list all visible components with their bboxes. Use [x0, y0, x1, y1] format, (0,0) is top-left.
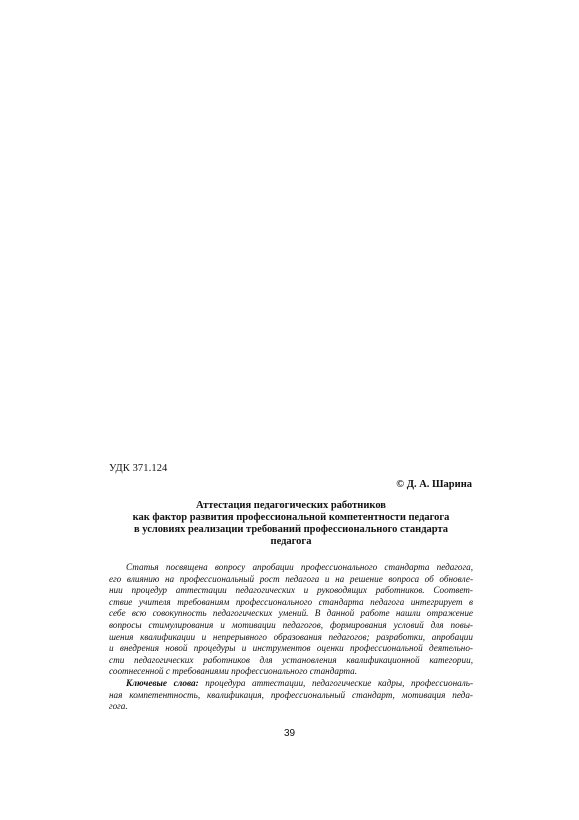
- keywords-label: Ключевые слова:: [126, 678, 199, 688]
- abstract-line: Статья посвящена вопросу апробации профессионального стандарта педагога,: [126, 562, 473, 572]
- abstract: [109, 562, 473, 678]
- abstract-line: нии процедур аттестации педагогических и руководящих работников. Соответ-: [109, 585, 473, 596]
- title-line: Аттестация педагогических работников: [196, 500, 386, 511]
- udk-code: УДК 371.124: [109, 463, 168, 474]
- abstract-line: сти педагогических работников для установления квалификационной категории,: [109, 654, 473, 665]
- abstract-line: себе всю совокупность педагогических умений. В данной работе нашли отражение: [109, 608, 473, 619]
- abstract-line: его влиянию на профессиональный рост педагога и на решение вопроса об обновле-: [109, 573, 473, 584]
- title-line: педагога: [270, 536, 312, 547]
- abstract-line: и внедрения новой процедуры и инструментов оценки профессиональной деятельно-: [109, 643, 473, 654]
- abstract-line: ствие учителя требованиям профессионального стандарта педагога интегрирует в: [109, 596, 473, 607]
- page-number: 39: [283, 728, 296, 739]
- keywords-line: ная компетентность, квалификация, профессиональный стандарт, мотивация педа-: [109, 689, 473, 700]
- abstract-line: шения квалификации и непрерывного образования педагогов; разработки, апробации: [109, 631, 473, 642]
- keywords-line: гога.: [109, 701, 128, 712]
- author-name: © Д. А. Шарина: [396, 479, 472, 490]
- keywords-text: процедура аттестации, педагогические кадры, профессиональ-: [198, 678, 473, 688]
- keywords: [109, 678, 473, 713]
- title-line: как фактор развития профессиональной компетентности педагога: [132, 512, 450, 523]
- abstract-line: вопросы стимулирования и мотивации педагогов, формирования условий для повы-: [109, 619, 473, 630]
- keywords-first-line: [109, 678, 473, 690]
- article-title: [109, 500, 473, 548]
- abstract-line: соотнесенной с требованиями профессионального стандарта.: [109, 666, 358, 677]
- title-line: в условиях реализации требований профессионального стандарта: [133, 524, 449, 535]
